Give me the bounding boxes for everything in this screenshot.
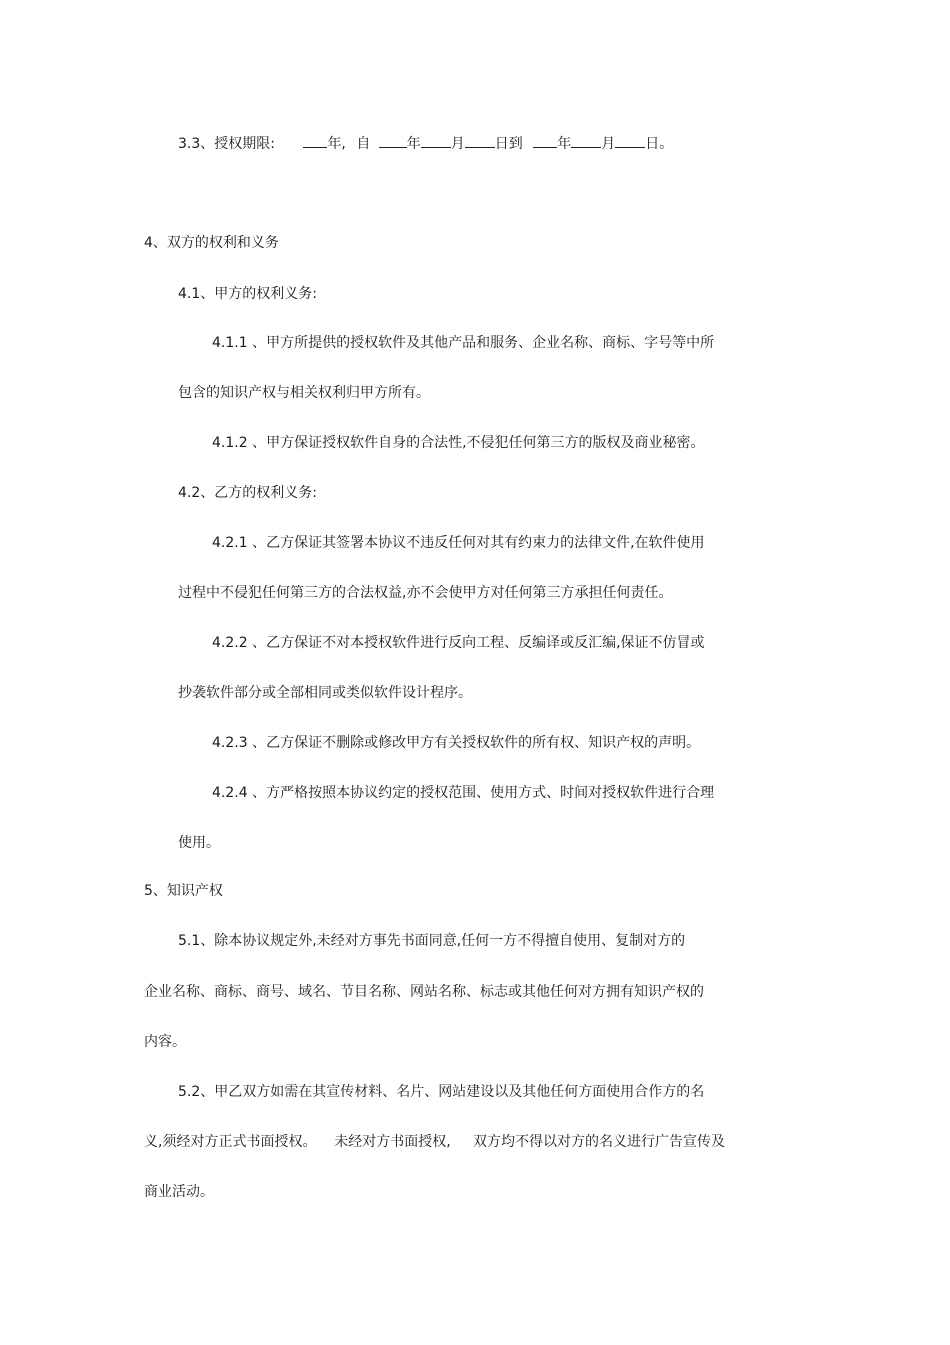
- clause-3-3-line: [178, 133, 673, 154]
- end-month-unit: 月: [601, 136, 616, 152]
- start-year-unit: 年: [406, 136, 421, 152]
- year-unit: 年,: [327, 136, 346, 152]
- clause-5-2-line2: 义,须经对方正式书面授权。 未经对方书面授权, 双方均不得以对方的名义进行广告宣传及: [144, 1134, 725, 1150]
- clause-5-2-line1: 5.2、甲乙双方如需在其宣传材料、名片、网站建设以及其他任何方面使用合作方的名: [178, 1084, 705, 1100]
- blank-end-day[interactable]: [615, 133, 645, 148]
- clause-4-2-4-line1: 4.2.4 、方严格按照本协议约定的授权范围、使用方式、时间对授权软件进行合理: [212, 785, 715, 801]
- clause-4-2: 4.2、乙方的权利义务:: [178, 485, 317, 501]
- clause-4-1: 4.1、甲方的权利义务:: [178, 286, 317, 302]
- end-year-unit: 年: [557, 136, 572, 152]
- from-text: 自: [356, 136, 371, 152]
- clause-3-3-label: 3.3、授权期限:: [178, 136, 275, 152]
- clause-4-2-4-line2: 使用。: [178, 835, 220, 851]
- clause-5-2-line3: 商业活动。: [144, 1184, 214, 1200]
- blank-start-day[interactable]: [465, 133, 495, 148]
- clause-4-1-1-line2: 包含的知识产权与相关权利归甲方所有。: [178, 385, 430, 401]
- clause-4-2-1-line1: 4.2.1 、乙方保证其签署本协议不违反任何对其有约束力的法律文件,在软件使用: [212, 535, 705, 551]
- blank-start-month[interactable]: [421, 133, 451, 148]
- clause-5-1-line1: 5.1、除本协议规定外,未经对方事先书面同意,任何一方不得擅自使用、复制对方的: [178, 933, 686, 949]
- clause-4-2-1-line2: 过程中不侵犯任何第三方的合法权益,亦不会使甲方对任何第三方承担任何责任。: [178, 585, 673, 601]
- section-5-heading: 5、知识产权: [144, 883, 223, 899]
- clause-4-1-2: 4.1.2 、甲方保证授权软件自身的合法性,不侵犯任何第三方的版权及商业秘密。: [212, 435, 705, 451]
- end-day-unit: 日。: [645, 136, 674, 152]
- clause-4-1-1-line1: 4.1.1 、甲方所提供的授权软件及其他产品和服务、企业名称、商标、字号等中所: [212, 335, 715, 351]
- start-month-unit: 月: [450, 136, 465, 152]
- blank-years[interactable]: [303, 133, 327, 148]
- clause-5-1-line2: 企业名称、商标、商号、域名、节目名称、网站名称、标志或其他任何对方拥有知识产权的: [144, 984, 704, 1000]
- clause-4-2-2-line2: 抄袭软件部分或全部相同或类似软件设计程序。: [178, 685, 472, 701]
- section-4-heading: 4、双方的权利和义务: [144, 235, 279, 251]
- blank-end-year[interactable]: [533, 133, 557, 148]
- clause-4-2-3: 4.2.3 、乙方保证不删除或修改甲方有关授权软件的所有权、知识产权的声明。: [212, 735, 701, 751]
- start-day-unit: 日到: [494, 136, 523, 152]
- blank-end-month[interactable]: [571, 133, 601, 148]
- clause-4-2-2-line1: 4.2.2 、乙方保证不对本授权软件进行反向工程、反编译或反汇编,保证不仿冒或: [212, 635, 705, 651]
- blank-start-year[interactable]: [379, 133, 407, 148]
- clause-5-1-line3: 内容。: [144, 1034, 186, 1050]
